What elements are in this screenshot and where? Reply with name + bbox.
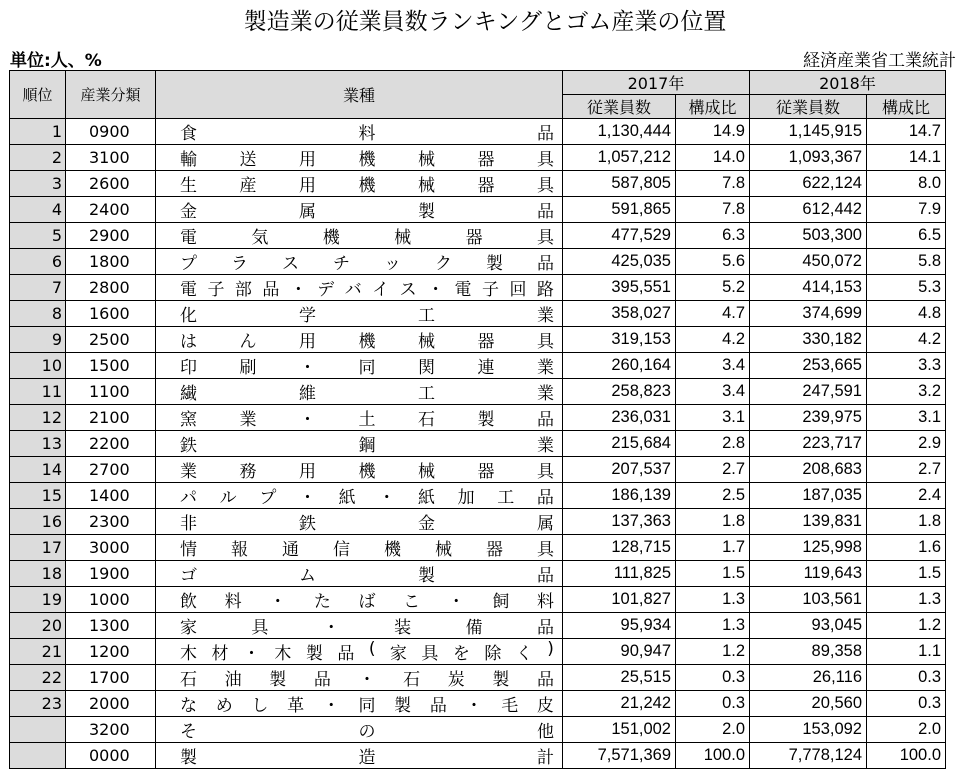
ratio-2017-cell: 3.4 [676,353,750,379]
header-employees-2017: 従業員数 [563,95,676,119]
industry-cell [156,301,563,327]
table-row [10,691,946,717]
ratio-2018-cell: 1.3 [867,587,946,613]
table-row [10,353,946,379]
ratio-2017-cell: 4.2 [676,327,750,353]
page-title: 製造業の従業員数ランキングとゴム産業の位置 [243,9,727,35]
employees-2018-cell: 26,116 [750,665,867,691]
industry-name: 電 気 機 械 器 具 [180,228,554,248]
industry-cell [156,717,563,743]
industry-cell [156,535,563,561]
ratio-2017-cell: 0.3 [676,691,750,717]
code-cell: 3100 [66,145,156,171]
table-row [10,301,946,327]
employees-2018-cell: 93,045 [750,613,867,639]
employees-2018-cell: 187,035 [750,483,867,509]
employees-2017-cell: 1,057,212 [563,145,676,171]
table-row [10,483,946,509]
industry-name: 化 学 工 業 [180,306,554,326]
employees-2017-cell: 477,529 [563,223,676,249]
industry-name: 石 油 製 品 ・ 石 炭 製 品 [180,670,554,690]
employees-2017-cell: 95,934 [563,613,676,639]
industry-name: 金 属 製 品 [180,202,554,222]
ratio-2017-cell: 100.0 [676,743,750,769]
table-row [10,613,946,639]
industry-cell [156,379,563,405]
table-row [10,561,946,587]
rank-cell: 12 [10,405,66,431]
code-cell: 2300 [66,509,156,535]
code-cell: 1200 [66,639,156,665]
industry-name: 繊 維 工 業 [180,384,554,404]
industry-cell [156,483,563,509]
rank-cell: 22 [10,665,66,691]
ratio-2018-cell: 1.1 [867,639,946,665]
ratio-2018-cell: 2.9 [867,431,946,457]
employees-2017-cell: 258,823 [563,379,676,405]
ratio-2017-cell: 1.8 [676,509,750,535]
employees-2017-cell: 207,537 [563,457,676,483]
rank-cell: 19 [10,587,66,613]
industry-cell [156,691,563,717]
rank-cell: 3 [10,171,66,197]
employees-2017-cell: 111,825 [563,561,676,587]
rank-cell: 4 [10,197,66,223]
code-cell: 1300 [66,613,156,639]
employees-2018-cell: 7,778,124 [750,743,867,769]
industry-cell [156,639,563,665]
industry-cell [156,327,563,353]
employees-2017-cell: 319,153 [563,327,676,353]
industry-cell [156,275,563,301]
ratio-2017-cell: 7.8 [676,171,750,197]
rank-cell: 10 [10,353,66,379]
industry-name: そ の 他 [180,722,554,742]
header-code: 産業分類 [66,71,156,119]
header-year-2017: 2017年 [563,71,750,95]
ratio-2017-cell: 1.3 [676,587,750,613]
rank-cell: 8 [10,301,66,327]
ratio-2017-cell: 1.7 [676,535,750,561]
employees-2017-cell: 128,715 [563,535,676,561]
ratio-2018-cell: 4.2 [867,327,946,353]
ratio-2017-cell: 1.3 [676,613,750,639]
industry-name: 窯 業 ・ 土 石 製 品 [180,410,554,430]
ratio-2017-cell: 1.5 [676,561,750,587]
code-cell: 0900 [66,119,156,145]
rank-cell: 16 [10,509,66,535]
ratio-2018-cell: 4.8 [867,301,946,327]
ratio-2018-cell: 5.3 [867,275,946,301]
table-row [10,379,946,405]
industry-name: は ん 用 機 械 器 具 [180,332,554,352]
employees-2018-cell: 1,093,367 [750,145,867,171]
industry-cell [156,353,563,379]
industry-cell [156,405,563,431]
industry-name: 飲 料 ・ た ば こ ・ 飼 料 [180,592,554,612]
employees-2018-cell: 622,124 [750,171,867,197]
code-cell: 1800 [66,249,156,275]
employees-2017-cell: 215,684 [563,431,676,457]
industry-name: 食 料 品 [180,124,554,144]
code-cell: 3200 [66,717,156,743]
code-cell: 2700 [66,457,156,483]
industry-cell [156,587,563,613]
table-row [10,431,946,457]
table-row [10,171,946,197]
industry-cell [156,197,563,223]
employees-2017-cell: 425,035 [563,249,676,275]
employees-2017-cell: 137,363 [563,509,676,535]
industry-cell [156,743,563,769]
table-row [10,327,946,353]
industry-name: 家 具 ・ 装 備 品 [180,618,554,638]
ratio-2018-cell: 1.6 [867,535,946,561]
code-cell: 3000 [66,535,156,561]
employees-2018-cell: 223,717 [750,431,867,457]
ratio-2017-cell: 14.9 [676,119,750,145]
industry-name: 輸 送 用 機 械 器 具 [180,150,554,170]
rank-cell: 6 [10,249,66,275]
ratio-2018-cell: 7.9 [867,197,946,223]
employees-2017-cell: 7,571,369 [563,743,676,769]
employees-2017-cell: 186,139 [563,483,676,509]
code-cell: 2500 [66,327,156,353]
employees-2017-cell: 236,031 [563,405,676,431]
table-row [10,145,946,171]
employees-2018-cell: 247,591 [750,379,867,405]
rank-cell: 21 [10,639,66,665]
ratio-2018-cell: 2.7 [867,457,946,483]
table-row [10,587,946,613]
ratio-2018-cell: 2.4 [867,483,946,509]
table-row [10,457,946,483]
employees-2018-cell: 450,072 [750,249,867,275]
header-employees-2018: 従業員数 [750,95,867,119]
rank-cell [10,717,66,743]
table-row [10,119,946,145]
table-row [10,535,946,561]
employees-2018-cell: 119,643 [750,561,867,587]
ratio-2018-cell: 6.5 [867,223,946,249]
industry-name: 鉄 鋼 業 [180,436,554,456]
employees-2017-cell: 21,242 [563,691,676,717]
table-row [10,249,946,275]
employees-2018-cell: 20,560 [750,691,867,717]
industry-cell [156,171,563,197]
employees-2018-cell: 503,300 [750,223,867,249]
ratio-2017-cell: 2.8 [676,431,750,457]
employees-2018-cell: 125,998 [750,535,867,561]
ratio-2017-cell: 6.3 [676,223,750,249]
table-body [10,119,946,769]
table-row [10,275,946,301]
industry-name: 非 鉄 金 属 [180,514,554,534]
industry-cell [156,431,563,457]
employees-2017-cell: 25,515 [563,665,676,691]
header-industry: 業種 [156,71,563,119]
rank-cell: 20 [10,613,66,639]
industry-cell [156,145,563,171]
industry-name: 生 産 用 機 械 器 具 [180,176,554,196]
employees-2017-cell: 260,164 [563,353,676,379]
table-row [10,743,946,769]
code-cell: 2000 [66,691,156,717]
ratio-2017-cell: 3.4 [676,379,750,405]
industry-cell [156,457,563,483]
ratio-2018-cell: 0.3 [867,665,946,691]
ratio-2018-cell: 1.5 [867,561,946,587]
industry-name: 業 務 用 機 械 器 具 [180,462,554,482]
code-cell: 1700 [66,665,156,691]
ratio-2017-cell: 2.0 [676,717,750,743]
rank-cell: 15 [10,483,66,509]
employee-ranking-table [9,70,946,769]
employees-2017-cell: 101,827 [563,587,676,613]
ratio-2017-cell: 3.1 [676,405,750,431]
code-cell: 1400 [66,483,156,509]
industry-cell [156,613,563,639]
ratio-2017-cell: 0.3 [676,665,750,691]
industry-name: 電 子 部 品 ・ デ バ イ ス ・ 電 子 回 路 [180,280,554,300]
employees-2018-cell: 1,145,915 [750,119,867,145]
rank-cell: 9 [10,327,66,353]
rank-cell: 23 [10,691,66,717]
rank-cell: 13 [10,431,66,457]
ratio-2018-cell: 0.3 [867,691,946,717]
employees-2018-cell: 330,182 [750,327,867,353]
employees-2017-cell: 358,027 [563,301,676,327]
rank-cell: 17 [10,535,66,561]
employees-2017-cell: 1,130,444 [563,119,676,145]
table-row [10,717,946,743]
source-label: 経済産業省工業統計 [803,51,956,71]
code-cell: 2200 [66,431,156,457]
ratio-2018-cell: 5.8 [867,249,946,275]
employees-2018-cell: 139,831 [750,509,867,535]
rank-cell [10,743,66,769]
ratio-2018-cell: 3.2 [867,379,946,405]
employees-2017-cell: 395,551 [563,275,676,301]
employees-2017-cell: 587,805 [563,171,676,197]
ratio-2017-cell: 14.0 [676,145,750,171]
ratio-2017-cell: 5.2 [676,275,750,301]
ratio-2017-cell: 4.7 [676,301,750,327]
industry-cell [156,223,563,249]
code-cell: 1000 [66,587,156,613]
rank-cell: 14 [10,457,66,483]
ratio-2018-cell: 14.7 [867,119,946,145]
industry-cell [156,665,563,691]
table-row [10,509,946,535]
employees-2018-cell: 253,665 [750,353,867,379]
employees-2017-cell: 90,947 [563,639,676,665]
ratio-2018-cell: 1.2 [867,613,946,639]
rank-cell: 2 [10,145,66,171]
table-row [10,223,946,249]
ratio-2018-cell: 3.1 [867,405,946,431]
code-cell: 1500 [66,353,156,379]
ratio-2018-cell: 14.1 [867,145,946,171]
table-row [10,197,946,223]
industry-name: ゴ ム 製 品 [180,566,554,586]
ratio-2017-cell: 5.6 [676,249,750,275]
rank-cell: 18 [10,561,66,587]
industry-name: な め し 革 ・ 同 製 品 ・ 毛 皮 [180,696,554,716]
ratio-2018-cell: 100.0 [867,743,946,769]
industry-name: 木 材 ・ 木 製 品 ( 家 具 を 除 く ) [180,639,554,664]
code-cell: 2400 [66,197,156,223]
ratio-2017-cell: 2.5 [676,483,750,509]
ratio-2017-cell: 2.7 [676,457,750,483]
industry-name: パ ル プ ・ 紙 ・ 紙 加 工 品 [180,488,554,508]
employees-2018-cell: 208,683 [750,457,867,483]
rank-cell: 11 [10,379,66,405]
code-cell: 2100 [66,405,156,431]
code-cell: 2800 [66,275,156,301]
rank-cell: 7 [10,275,66,301]
code-cell: 0000 [66,743,156,769]
ratio-2018-cell: 2.0 [867,717,946,743]
header-year-2018: 2018年 [750,71,946,95]
ratio-2018-cell: 3.3 [867,353,946,379]
industry-name: プ ラ ス チ ッ ク 製 品 [180,254,554,274]
ratio-2017-cell: 1.2 [676,639,750,665]
ratio-2018-cell: 8.0 [867,171,946,197]
employees-2018-cell: 374,699 [750,301,867,327]
employees-2018-cell: 239,975 [750,405,867,431]
employees-2018-cell: 103,561 [750,587,867,613]
industry-cell [156,509,563,535]
header-rank: 順位 [10,71,66,119]
rank-cell: 1 [10,119,66,145]
employees-2018-cell: 612,442 [750,197,867,223]
table-row [10,639,946,665]
industry-name: 製 造 計 [180,748,554,768]
industry-name: 印 刷 ・ 同 関 連 業 [180,358,554,378]
industry-name: 情 報 通 信 機 械 器 具 [180,540,554,560]
table-row [10,405,946,431]
ratio-2018-cell: 1.8 [867,509,946,535]
employees-2017-cell: 591,865 [563,197,676,223]
employees-2018-cell: 414,153 [750,275,867,301]
employees-2018-cell: 89,358 [750,639,867,665]
table-row [10,665,946,691]
code-cell: 1900 [66,561,156,587]
rank-cell: 5 [10,223,66,249]
employees-2018-cell: 153,092 [750,717,867,743]
header-ratio-2017: 構成比 [676,95,750,119]
code-cell: 1100 [66,379,156,405]
industry-cell [156,561,563,587]
code-cell: 2600 [66,171,156,197]
code-cell: 1600 [66,301,156,327]
header-ratio-2018: 構成比 [867,95,946,119]
code-cell: 2900 [66,223,156,249]
industry-cell [156,119,563,145]
unit-label: 単位:人、% [10,51,102,71]
employees-2017-cell: 151,002 [563,717,676,743]
industry-cell [156,249,563,275]
ratio-2017-cell: 7.8 [676,197,750,223]
